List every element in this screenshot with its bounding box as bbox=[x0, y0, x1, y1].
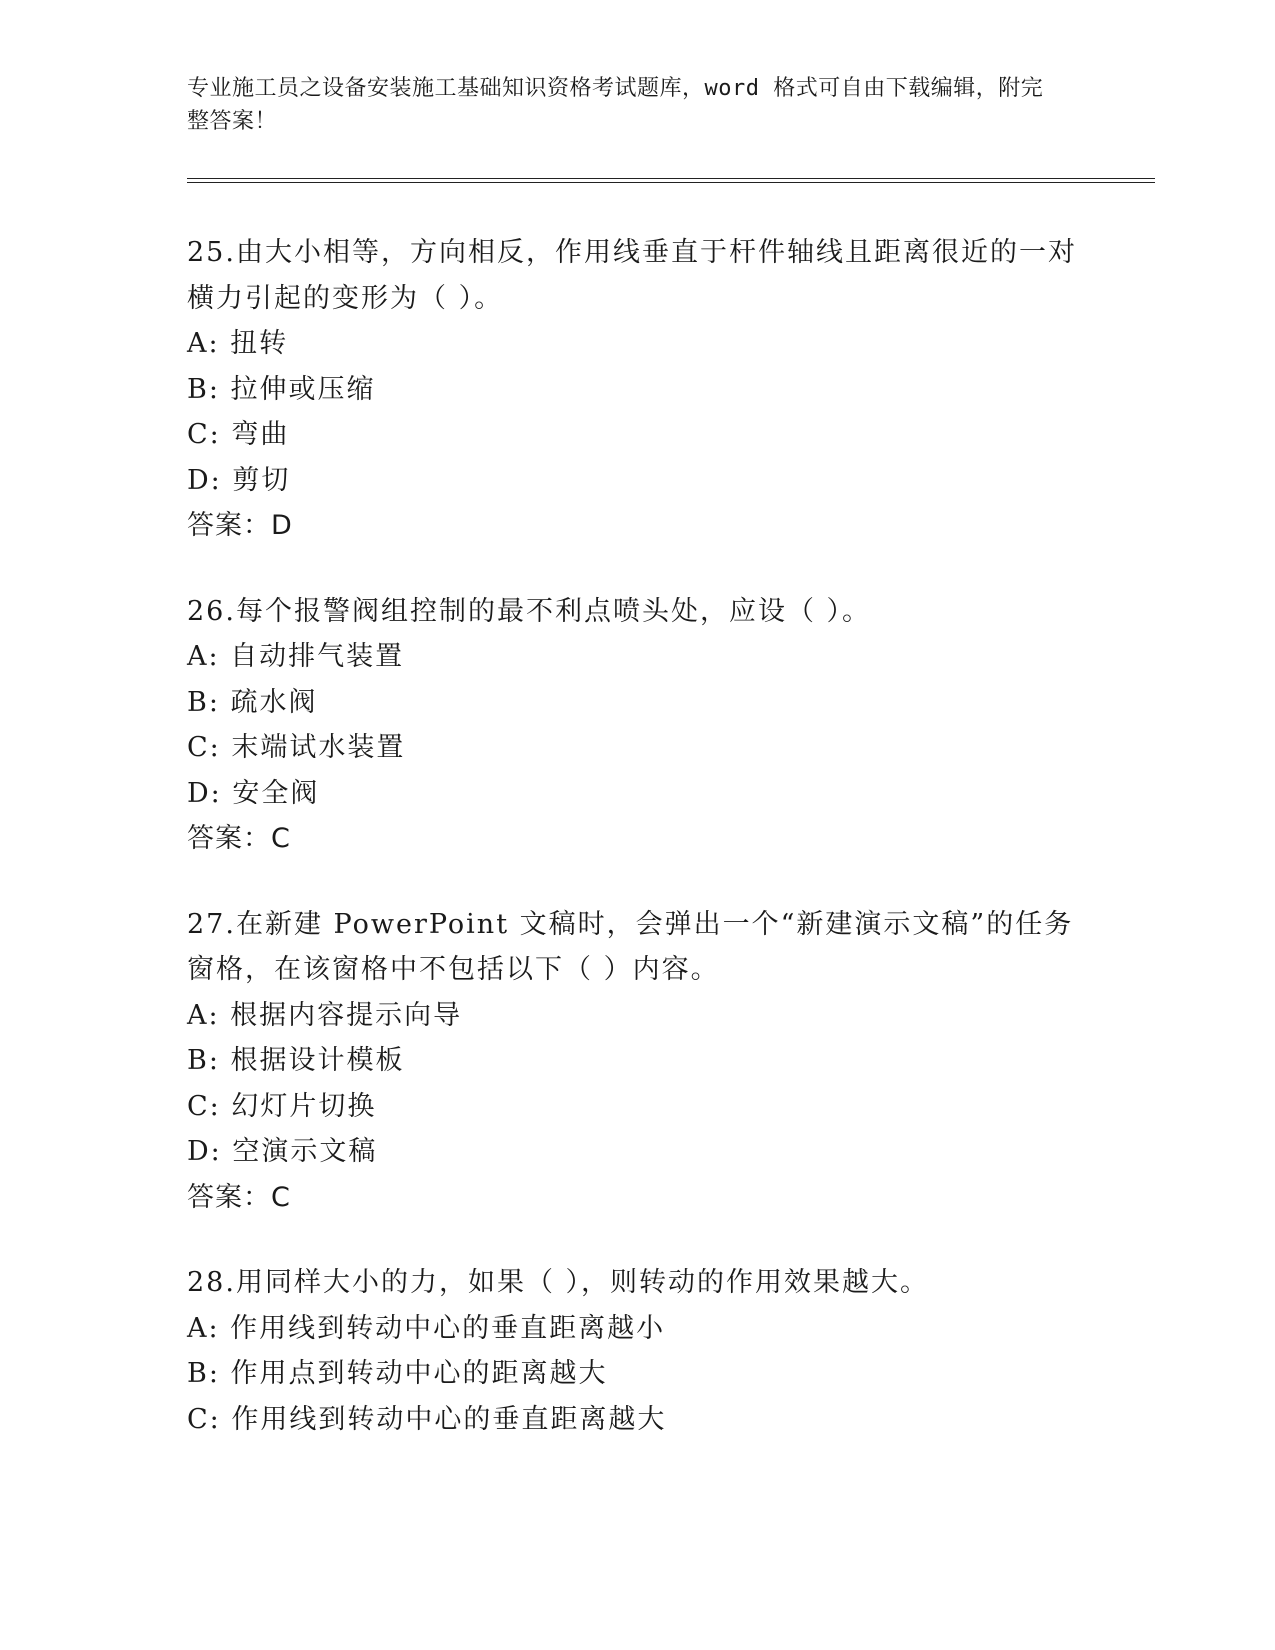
option-d: D: 安全阀 bbox=[187, 777, 320, 809]
question-stem: 25.由大小相等，方向相反，作用线垂直于杆件轴线且距离很近的一对横力引起的变形为（ ）。 bbox=[187, 237, 1077, 314]
option-c: C: 末端试水装置 bbox=[187, 732, 406, 763]
option-a: A: 作用线到转动中心的垂直距离越小 bbox=[187, 1312, 666, 1344]
option-c: C: 作用线到转动中心的垂直距离越大 bbox=[187, 1403, 667, 1435]
question-stem: 26.每个报警阀组控制的最不利点喷头处，应设（ ）。 bbox=[187, 595, 872, 627]
option-a: A: 自动排气装置 bbox=[187, 641, 405, 672]
question-27 bbox=[187, 902, 1087, 1221]
answer-line: 答案：D bbox=[187, 510, 293, 541]
option-b: B: 拉伸或压缩 bbox=[187, 373, 376, 405]
header-divider bbox=[187, 178, 1155, 183]
question-stem: 27.在新建 PowerPoint 文稿时，会弹出一个“新建演示文稿”的任务窗格，在该窗格中不包括以下（ ）内容。 bbox=[187, 908, 1074, 985]
option-b: B: 作用点到转动中心的距离越大 bbox=[187, 1358, 608, 1389]
question-26 bbox=[187, 589, 1087, 862]
question-stem: 28.用同样大小的力，如果（ ），则转动的作用效果越大。 bbox=[187, 1267, 930, 1298]
option-b: B: 疏水阀 bbox=[187, 686, 318, 718]
option-d: D: 空演示文稿 bbox=[187, 1136, 378, 1167]
answer-line: 答案：C bbox=[187, 1181, 291, 1213]
question-list bbox=[187, 230, 1087, 1482]
question-28 bbox=[187, 1260, 1087, 1442]
option-a: A: 根据内容提示向导 bbox=[187, 999, 463, 1031]
option-c: C: 幻灯片切换 bbox=[187, 1090, 377, 1122]
option-c: C: 弯曲 bbox=[187, 419, 290, 450]
option-d: D: 剪切 bbox=[187, 464, 291, 496]
answer-line: 答案：C bbox=[187, 823, 291, 854]
option-b: B: 根据设计模板 bbox=[187, 1045, 405, 1076]
question-25 bbox=[187, 230, 1087, 549]
document-header: 专业施工员之设备安装施工基础知识资格考试题库，word 格式可自由下载编辑，附完整答案！ bbox=[187, 76, 1044, 134]
option-a: A: 扭转 bbox=[187, 328, 289, 359]
